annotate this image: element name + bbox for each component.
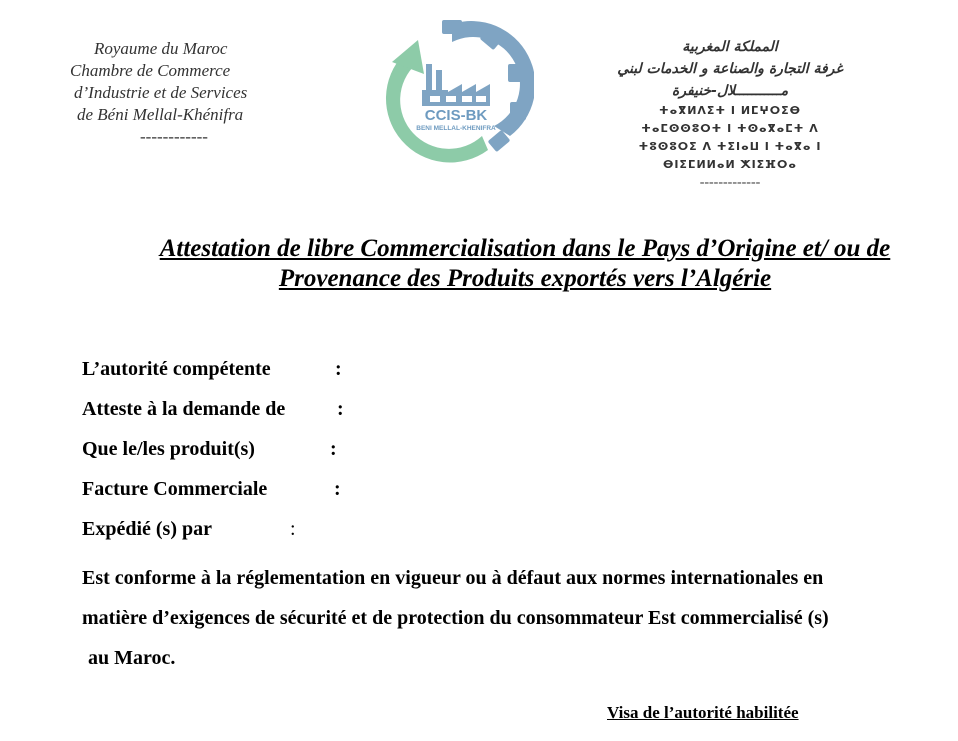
- document-title-line-2: Provenance des Produits exportés vers l’Algérie: [278, 265, 772, 292]
- header-left-separator: ------------: [140, 127, 208, 146]
- header-right-tifinagh-3: ⵜⵓⵙⵓⵔⵉ ⴷ ⵜⵉⵏⴰⵡ ⵏ ⵜⴰⴳⴰ ⵏ: [638, 140, 822, 153]
- document-title-line-1: Attestation de libre Commercialisation dans le Pays d’Origine et/ ou de: [159, 235, 891, 262]
- header-right-tifinagh-2: ⵜⴰⵎⵙⵙⵓⵔⵜ ⵏ ⵜⵙⴰⴳⴰⵎⵜ ⴷ: [641, 122, 819, 135]
- statement-line-1: Est conforme à la réglementation en vigueur ou à défaut aux normes internationales en: [82, 567, 824, 589]
- header-right-arabic-chamber: غرفة التجارة والصناعة و الخدمات لبني: [617, 61, 843, 77]
- document-title: [110, 234, 940, 294]
- header-right-arabic-country: المملكة المغربية: [682, 39, 778, 55]
- statement-line-2: matière d’exigences de sécurité et de protection du consommateur Est commercialisé (s): [82, 607, 829, 629]
- field-products-colon: :: [330, 438, 337, 460]
- header-right-tifinagh-4: ⴱⵏⵉⵎⵍⵍⴰⵍ ⵅⵏⵉⴼⵔⴰ: [662, 158, 798, 171]
- logo-subtext: BENI MELLAL-KHENIFRA: [416, 125, 496, 132]
- conformity-statement: [82, 558, 958, 678]
- header-left-chamber: Chambre de Commerce: [70, 61, 231, 80]
- header-left-region: de Béni Mellal-Khénifra: [77, 105, 244, 124]
- field-products-label: Que le/les produit(s): [82, 438, 255, 460]
- field-shipper-colon: :: [290, 518, 296, 540]
- field-shipper: [82, 516, 958, 556]
- field-authority: [82, 356, 958, 396]
- field-authority-label: L’autorité compétente: [82, 358, 271, 380]
- ccis-bk-logo: [378, 18, 534, 168]
- header-left-country: Royaume du Maroc: [94, 39, 228, 58]
- factory-icon: [422, 64, 490, 106]
- logo-text: CCIS-BK: [424, 107, 488, 124]
- header-right-separator: -------------: [699, 175, 761, 190]
- field-requester-colon: :: [337, 398, 344, 420]
- header-left: [70, 38, 310, 148]
- statement-line-3: au Maroc.: [88, 647, 176, 669]
- header-right-arabic-region: مـــــــــــلال-خنيفرة: [671, 83, 789, 99]
- header-right-tifinagh-1: ⵜⴰⴳⵍⴷⵉⵜ ⵏ ⵍⵎⵖⵔⵉⴱ: [658, 104, 801, 117]
- field-requester-label: Atteste à la demande de: [82, 398, 286, 420]
- header-right: [590, 36, 870, 192]
- field-invoice-colon: :: [334, 478, 341, 500]
- field-authority-colon: :: [335, 358, 342, 380]
- field-invoice-label: Facture Commerciale: [82, 478, 268, 500]
- field-invoice: [82, 476, 958, 516]
- header-left-industry: d’Industrie et de Services: [74, 83, 248, 102]
- field-shipper-label: Expédié (s) par: [82, 518, 212, 540]
- field-requester: [82, 396, 958, 436]
- field-products: [82, 436, 958, 476]
- visa-signature-label: Visa de l’autorité habilitée: [607, 703, 799, 722]
- attestation-fields: [82, 356, 958, 556]
